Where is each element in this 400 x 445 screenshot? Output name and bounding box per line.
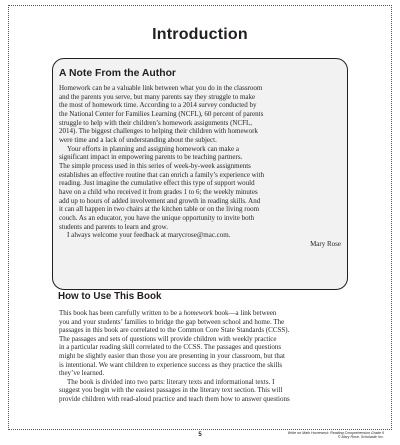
howto-line: passages in this book are correlated to the Common Core State Standards (CCSS). bbox=[59, 326, 290, 335]
note-line: establishes an effective routine that can enrich a family’s experience with bbox=[59, 170, 265, 179]
note-line: the most of homework time. According to a 2014 survey conducted by bbox=[59, 101, 257, 110]
howto-line: The passages and sets of questions will provide children with weekly practice bbox=[59, 334, 277, 343]
section-heading-how-to-use: How to Use This Book bbox=[58, 291, 162, 302]
note-line: struggle to help with their children’s homework assignments (NCFL, bbox=[59, 118, 253, 127]
howto-line: provide children with read-aloud practice and teach them how to answer questions bbox=[59, 394, 290, 403]
author-note-heading: A Note From the Author bbox=[59, 68, 176, 79]
howto-line-1-start: This book has been carefully written to be a bbox=[59, 309, 184, 317]
howto-line: is intentional. We want children to experience success as they practice the skills bbox=[59, 360, 283, 369]
homework-emphasis: homework bbox=[183, 309, 213, 317]
note-line: students and parents to learn and grow. bbox=[59, 222, 168, 231]
howto-line: in a particular reading skill correlated to the CCSS. The passages and questions bbox=[59, 343, 282, 352]
author-note-text bbox=[59, 84, 345, 248]
note-line: The simple process used in this series of week-by-week assignments bbox=[59, 161, 251, 170]
note-line: it can all happen in two chairs at the kitchen table or on the living room bbox=[59, 205, 260, 214]
page-title: Introduction bbox=[152, 26, 248, 43]
howto-line: The book is divided into two parts: literary texts and informational texts. I bbox=[67, 377, 275, 386]
note-line: I always welcome your feedback at marycrose@mac.com. bbox=[67, 231, 231, 240]
howto-line-1-end: book—a link between bbox=[212, 309, 277, 317]
note-line: add up to hours of added involvement and growth in reading skills. And bbox=[59, 196, 261, 205]
credit-line: Write on Math Homework: Reading Comprehension Grade 6 bbox=[287, 431, 384, 435]
howto-line: suggest you begin with the easiest passages in the literary text section. This will bbox=[59, 386, 283, 395]
note-line: 2014). The biggest challenges to helping their children with homework bbox=[59, 127, 258, 136]
howto-line bbox=[59, 309, 354, 318]
note-line: Homework can be a valuable link between what you do in the classroom bbox=[59, 84, 263, 92]
note-line: the National Center for Families Learning (NCFL), 60 percent of parents bbox=[59, 109, 264, 118]
howto-line: they’ve learned. bbox=[59, 369, 105, 378]
howto-line: might be slightly easier than those you are presenting in your classroom, but that bbox=[59, 351, 285, 360]
page-credit bbox=[288, 431, 384, 440]
note-line: reading. Just imagine the cumulative effect this type of support would bbox=[59, 179, 255, 188]
note-line: and the parents you serve, but many parents say they struggle to make bbox=[59, 92, 256, 101]
note-line: were time and a lack of understanding about the subject. bbox=[59, 135, 217, 144]
note-line: Your efforts in planning and assigning homework can make a bbox=[67, 144, 239, 153]
note-line: have on a child who received it from grades 1 to 6; the weekly minutes bbox=[59, 187, 258, 196]
howto-line: you and your students’ families to bridge the gap between school and home. The bbox=[59, 317, 285, 326]
note-line: significant impact in empowering parents to be teaching partners. bbox=[59, 153, 243, 162]
credit-line: © Mary Rose, Scholastic Inc. bbox=[337, 435, 384, 440]
note-line: couch. As an educator, you have the unique opportunity to invite both bbox=[59, 213, 255, 222]
author-signature: Mary Rose bbox=[310, 239, 341, 248]
page-number: 5 bbox=[198, 432, 202, 438]
how-to-use-text bbox=[59, 309, 354, 404]
